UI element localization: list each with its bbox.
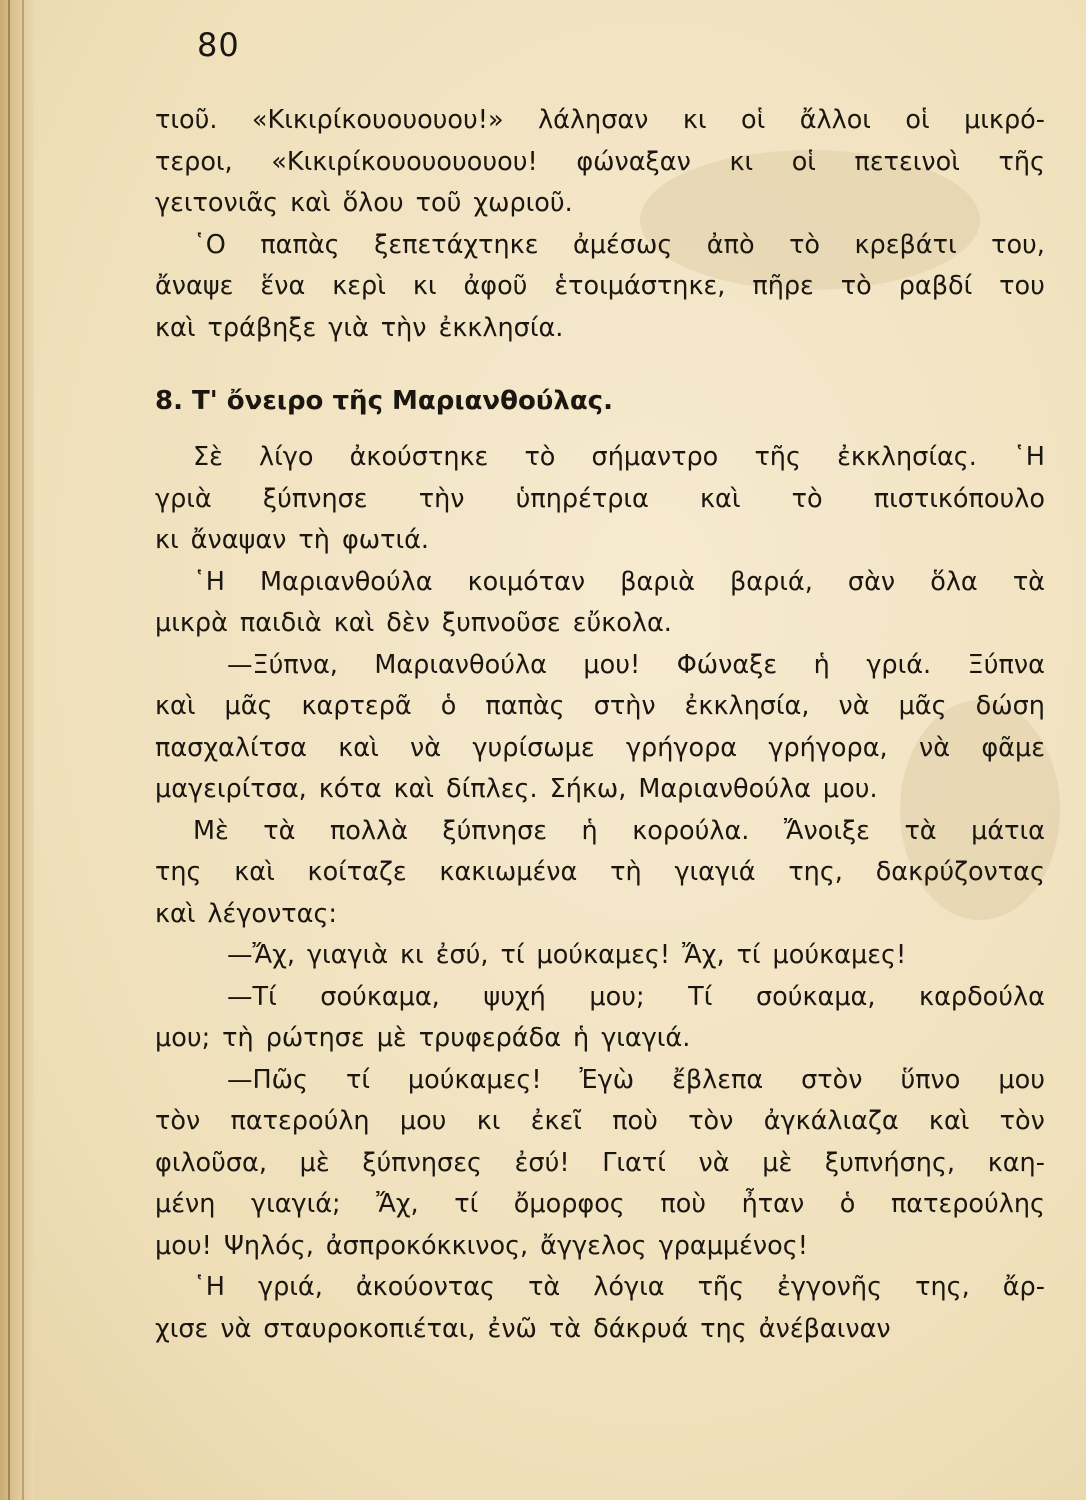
dialogue-paragraph [155,1060,1045,1268]
text-line: μαγειρίτσα, κότα καὶ δίπλες. Σήκω, Μαριανθούλα μου. [155,774,878,804]
text-line: μου; τὴ ρώτησε μὲ τρυφεράδα ἡ γιαγιά. [155,1023,691,1053]
text-line: γριὰ ξύπνησε τὴν ὑπηρέτρια καὶ τὸ πιστικόπουλο [155,483,1045,514]
text-line: της καὶ κοίταζε κακιωμένα τὴ γιαγιά της, δακρύζοντας [155,857,1045,887]
dialogue-paragraph [155,935,1045,977]
page-gutter [0,0,34,1500]
text-line: μένη γιαγιά; Ἄχ, τί ὄμορφος ποὺ ἦταν ὁ πατερούλης [155,1189,1045,1219]
text-line: ῾Η Μαριανθούλα κοιμόταν βαριὰ βαριά, σὰν ὅλα τὰ [193,566,1045,597]
text-line: καὶ τράβηξε γιὰ τὴν ἐκκλησία. [155,312,564,343]
page-text [155,100,1045,1350]
text-line: καὶ λέγοντας: [155,898,337,929]
gutter-line [22,0,24,1500]
text-line: γειτονιᾶς καὶ ὅλου τοῦ χωριοῦ. [155,188,573,218]
dialogue-paragraph [155,645,1045,811]
text-line: Μὲ τὰ πολλὰ ξύπνησε ἡ κορούλα. Ἄνοιξε τὰ μάτια [193,815,1045,846]
text-line: —Ἄχ, γιαγιὰ κι ἐσύ, τί μούκαμες! Ἄχ, τί μούκαμες! [227,940,907,970]
paragraph [155,811,1045,936]
text-line: —Τί σούκαμα, ψυχή μου; Τί σούκαμα, καρδούλα [227,981,1045,1012]
paragraph [155,437,1045,562]
gutter-line [8,0,10,1500]
text-line: καὶ μᾶς καρτερᾶ ὁ παπὰς στὴν ἐκκλησία, νὰ μᾶς δώση [155,691,1045,721]
paragraph [155,225,1045,350]
text-line: ῾Η γριά, ἀκούοντας τὰ λόγια τῆς ἐγγονῆς της, ἄρ- [193,1272,1045,1302]
text-line: τεροι, «Κικιρίκουουουουου! φώναξαν κι οἱ πετεινοὶ τῆς [155,146,1045,177]
paragraph [155,1267,1045,1350]
text-line: —Πῶς τί μούκαμες! Ἐγὼ ἔβλεπα στὸν ὕπνο μου [227,1064,1045,1095]
text-line: τιοῦ. «Κικιρίκουουουου!» λάλησαν κι οἱ ἄλλοι οἱ μικρό- [155,105,1045,135]
text-line: —Ξύπνα, Μαριανθούλα μου! Φώναξε ἡ γριά. Ξύπνα [227,649,1045,680]
dialogue-paragraph [155,977,1045,1060]
section-heading: 8. Τ' ὄνειρο τῆς Μαριανθούλας. [155,386,613,416]
text-line: χισε νὰ σταυροκοπιέται, ἐνῶ τὰ δάκρυά της ἀνέβαιναν [155,1313,891,1344]
paragraph [155,100,1045,225]
text-line: κι ἄναψαν τὴ φωτιά. [155,525,430,555]
paragraph [155,562,1045,645]
text-line: ῾Ο παπὰς ξεπετάχτηκε ἀμέσως ἀπὸ τὸ κρεβάτι του, [193,229,1045,260]
text-line: Σὲ λίγο ἀκούστηκε τὸ σήμαντρο τῆς ἐκκλησίας. ῾Η [193,442,1045,472]
text-line: πασχαλίτσα καὶ νὰ γυρίσωμε γρήγορα γρήγορα, νὰ φᾶμε [155,732,1045,763]
text-line: μικρὰ παιδιὰ καὶ δὲν ξυπνοῦσε εὔκολα. [155,608,672,638]
text-line: φιλοῦσα, μὲ ξύπνησες ἐσύ! Γιατί νὰ μὲ ξυπνήσης, καη- [155,1147,1045,1178]
text-line: τὸν πατερούλη μου κι ἐκεῖ ποὺ τὸν ἀγκάλιαζα καὶ τὸν [155,1106,1045,1136]
page-number: 80 [197,26,240,64]
text-line: μου! Ψηλός, ἀσπροκόκκινος, ἄγγελος γραμμένος! [155,1230,808,1261]
text-line: ἄναψε ἕνα κερὶ κι ἀφοῦ ἑτοιμάστηκε, πῆρε τὸ ραβδί του [155,271,1045,301]
